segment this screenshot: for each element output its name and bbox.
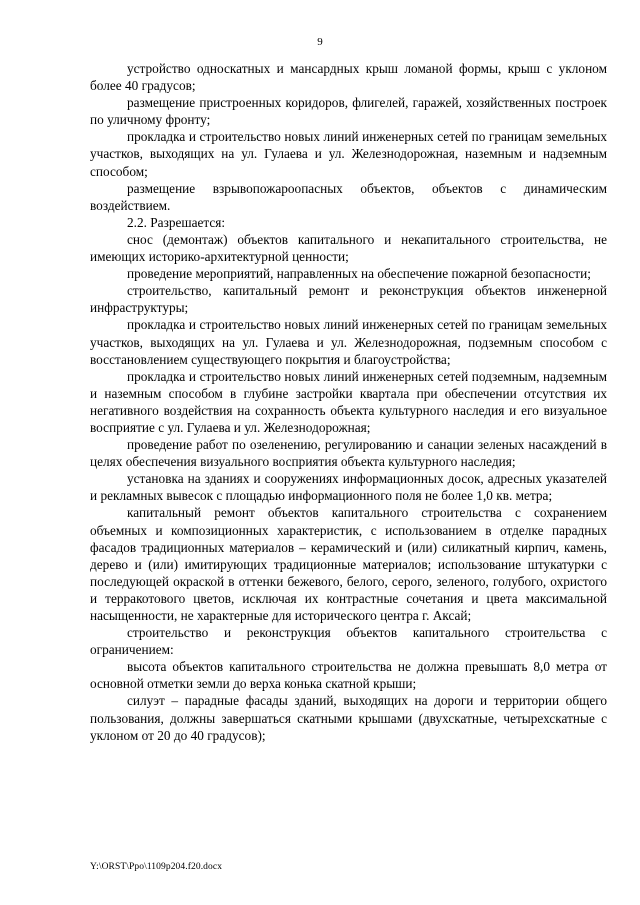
page-number: 9 bbox=[317, 36, 323, 48]
paragraph: силуэт – парадные фасады зданий, выходящих на дороги и территории общего пользования, должны завершаться скатными крышами (двухскатные, четырехскатные с уклоном от 20 до 40 градусов); bbox=[90, 693, 607, 743]
paragraph: снос (демонтаж) объектов капитального и некапитального строительства, не имеющих историко-архитектурной ценности; bbox=[90, 231, 607, 265]
paragraph: проведение работ по озеленению, регулированию и санации зеленых насаждений в целях обеспечения визуального восприятия объекта культурного наследия; bbox=[90, 437, 607, 470]
paragraph: прокладка и строительство новых линий инженерных сетей по границам земельных участков, выходящих на ул. Гулаева и ул. Железнодорожная, наземным и надземным способом; bbox=[90, 129, 607, 179]
paragraph: строительство, капитальный ремонт и реконструкция объектов инженерной инфраструктуры; bbox=[90, 283, 607, 316]
footer-file-path: Y:\ORST\Ppo\1109p204.f20.docx bbox=[90, 862, 223, 872]
paragraph: капитальный ремонт объектов капитального строительства с сохранением объемных и композиционных характеристик, с использованием в отделке парадных фасадов традиционных материалов – керамический и (или) силикатный кирпич, камень, дерево и (или) имитирующих традиционные материалов; использование штукатурки с последующей окраской в оттенки бежевого, белого, серого, зеленого, голубого, охристого и терракотового цветов, исключая их контрастные сочетания и цвета максимальной насыщенности, не характерные для исторического центра г. Аксай; bbox=[90, 505, 607, 623]
paragraph: высота объектов капитального строительства не должна превышать 8,0 метра от основной отметки земли до верха конька скатной крыши; bbox=[90, 659, 607, 692]
paragraph: проведение мероприятий, направленных на обеспечение пожарной безопасности; bbox=[127, 266, 591, 282]
paragraph: размещение пристроенных коридоров, флигелей, гаражей, хозяйственных построек по уличному фронту; bbox=[90, 95, 607, 128]
paragraph: строительство и реконструкция объектов капитального строительства с ограничением: bbox=[90, 625, 607, 658]
paragraph: устройство односкатных и мансардных крыш ломаной формы, крыш с уклоном более 40 градусов; bbox=[90, 61, 607, 94]
paragraph: установка на зданиях и сооружениях информационных досок, адресных указателей и рекламных вывесок с площадью информационного поля не более 1,0 кв. метра; bbox=[90, 471, 607, 504]
document-body bbox=[90, 60, 607, 744]
paragraph: прокладка и строительство новых линий инженерных сетей подземным, надземным и наземным способом в глубине застройки квартала при обеспечении отсутствия их негативного воздействия на сохранность объекта культурного наследия и его визуальное восприятие с ул. Гулаева и ул. Железнодорожная; bbox=[90, 368, 607, 435]
paragraph: размещение взрывопожароопасных объектов, объектов с динамическим воздействием. bbox=[90, 180, 607, 213]
paragraph: прокладка и строительство новых линий инженерных сетей по границам земельных участков, выходящих на ул. Гулаева и ул. Железнодорожная, подземным способом с восстановлением существующего покрытия и благоустройства; bbox=[90, 317, 607, 367]
section-heading: 2.2. Разрешается: bbox=[127, 214, 226, 230]
